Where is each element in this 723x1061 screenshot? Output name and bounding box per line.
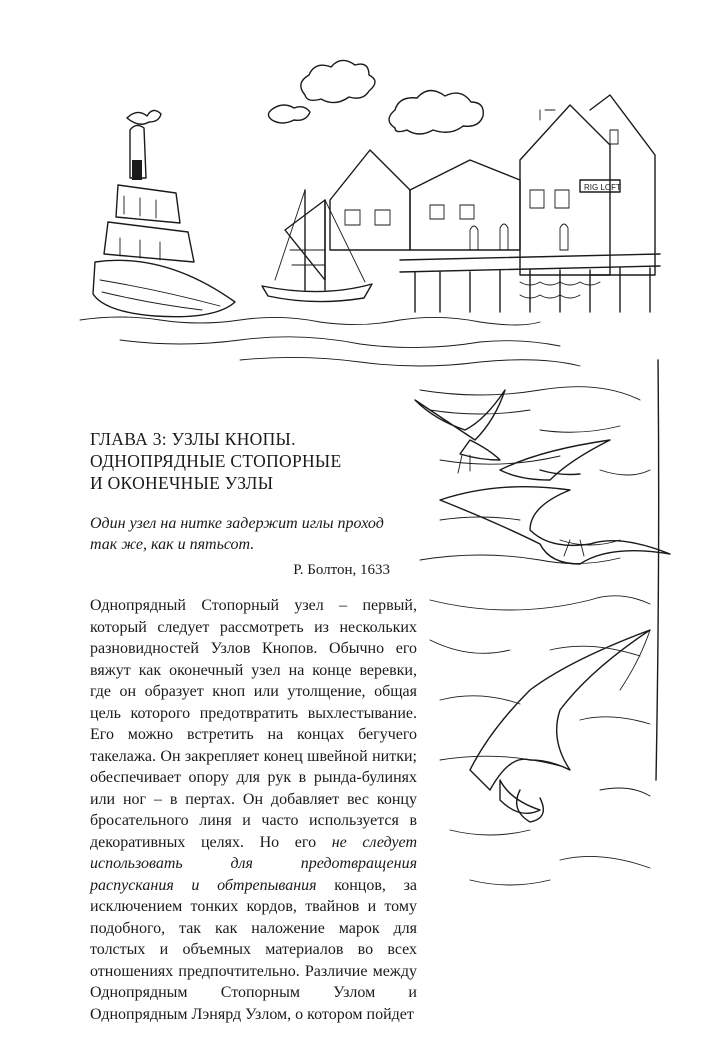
cloud-icon <box>389 90 483 134</box>
cloud-icon <box>268 60 375 123</box>
seagull-illustration <box>470 630 650 822</box>
body-emphasis: не следует использовать для предотвращения распускания и обтрепывания <box>90 833 417 894</box>
tugboat-illustration <box>93 110 235 316</box>
body-text-part: концов, за исключением тонких кордов, твайнов и тому подобного, так как наложение марок для толстых и объемных материалов во всех отношениях предпочтительно. Различие между Однопрядным Стопорным Узлом и Однопрядным Лэнярд Узлом, о котором пойдет <box>90 876 417 1023</box>
seagull-illustration <box>440 487 670 564</box>
body-text-part: Однопрядный Стопорный узел – первый, который следует рассмотреть из нескольких разновидностей Узлов Кнопов. Обычно его вяжут как оконечный узел на конце веревки, где он образует кноп или утолщение, общая цель которого предотвратить выхлестывание. Его можно встретить на концах бегучего такелажа. Он закрепляет конец швейной нитки; обеспечивает опору для рук в рында-булинях или ног – в пертах. Он добавляет вес концу бросательного линя и часто используется в декоративных целях. Но его <box>90 597 417 851</box>
chapter-title-line: ГЛАВА 3: УЗЛЫ КНОПЫ. <box>90 429 296 449</box>
pier-illustration <box>400 224 660 312</box>
chapter-title-line: ОДНОПРЯДНЫЕ СТОПОРНЫЕ <box>90 451 342 471</box>
epigraph-quote: Один узел на нитке задержит иглы проход так же, как и пятьсот. <box>90 515 384 553</box>
chapter-heading <box>90 428 410 494</box>
sailboat-illustration <box>262 190 372 302</box>
harbor-buildings <box>330 95 655 275</box>
border-line <box>656 360 659 780</box>
sign-text: RIG LOFT <box>584 183 621 192</box>
epigraph-attribution: Р. Болтон, 1633 <box>293 562 390 578</box>
seagull-illustration <box>415 390 505 473</box>
chapter-title-line: И ОКОНЕЧНЫЕ УЗЛЫ <box>90 473 274 493</box>
seagull-illustration <box>500 440 610 480</box>
body-paragraph <box>90 595 417 1025</box>
